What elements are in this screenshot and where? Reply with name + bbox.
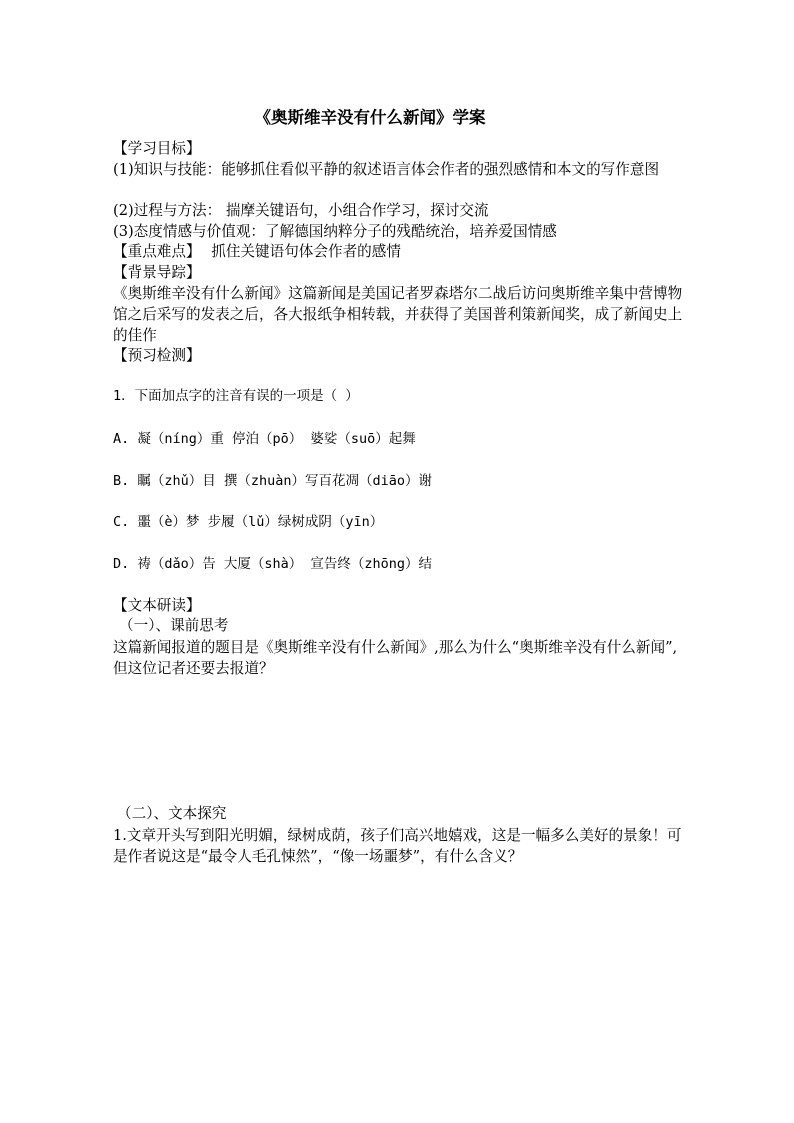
preview-option-c: C. 噩（è）梦 步履（lǔ）绿树成阴（yīn） [113, 514, 384, 530]
section2-title: （二）、文本探究 [117, 805, 227, 822]
key-points-row [113, 242, 401, 261]
objective-item-3: (3)态度情感与价值观：了解德国纳粹分子的残酷统治，培养爱国情感 [113, 223, 557, 240]
section1-text: 这篇新闻报道的题目是《奥斯维辛没有什么新闻》,那么为什么“奥斯维辛没有什么新闻”,但这位记者还要去报道？ [113, 639, 678, 677]
preview-question: 1．下面加点字的注音有误的一项是（ ） [113, 388, 359, 404]
document-title: 《奥斯维辛没有什么新闻》学案 [254, 108, 486, 127]
key-points-heading: 【重点难点】 [113, 243, 201, 260]
key-points-text: 抓住关键语句体会作者的感情 [211, 243, 401, 260]
preview-option-d: D. 祷（dǎo）告 大厦（shà） 宣告终（zhōng）结 [113, 556, 433, 572]
preview-option-a: A. 凝（níng）重 停泊（pō） 婆娑（suō）起舞 [113, 431, 416, 447]
background-text: 《奥斯维辛没有什么新闻》这篇新闻是美国记者罗森塔尔二战后访问奥斯维辛集中营博物馆之后采写的发表之后，各大报纸争相转载，并获得了美国普利策新闻奖，成了新闻史上的佳作 [113, 285, 683, 344]
preview-heading: 【预习检测】 [113, 347, 201, 364]
preview-option-b: B. 瞩（zhǔ）目 撰（zhuàn）写百花凋（diāo）谢 [113, 473, 433, 489]
objective-item-1: (1)知识与技能：能够抓住看似平静的叙述语言体会作者的强烈感情和本文的写作意图 [113, 161, 660, 178]
section1-title: （一）、课前思考 [119, 617, 229, 634]
objective-item-2: (2)过程与方法： 揣摩关键语句，小组合作学习，探讨交流 [113, 202, 489, 219]
section2-text: 1.文章开头写到阳光明媚，绿树成荫，孩子们高兴地嬉戏，这是一幅多么美好的景象！可是作者说这是“最令人毛孔悚然”，“像一场噩梦”，有什么含义？ [113, 827, 682, 865]
background-heading: 【背景导踪】 [113, 264, 201, 281]
objectives-heading: 【学习目标】 [113, 140, 201, 157]
reading-heading: 【文本研读】 [113, 597, 201, 614]
